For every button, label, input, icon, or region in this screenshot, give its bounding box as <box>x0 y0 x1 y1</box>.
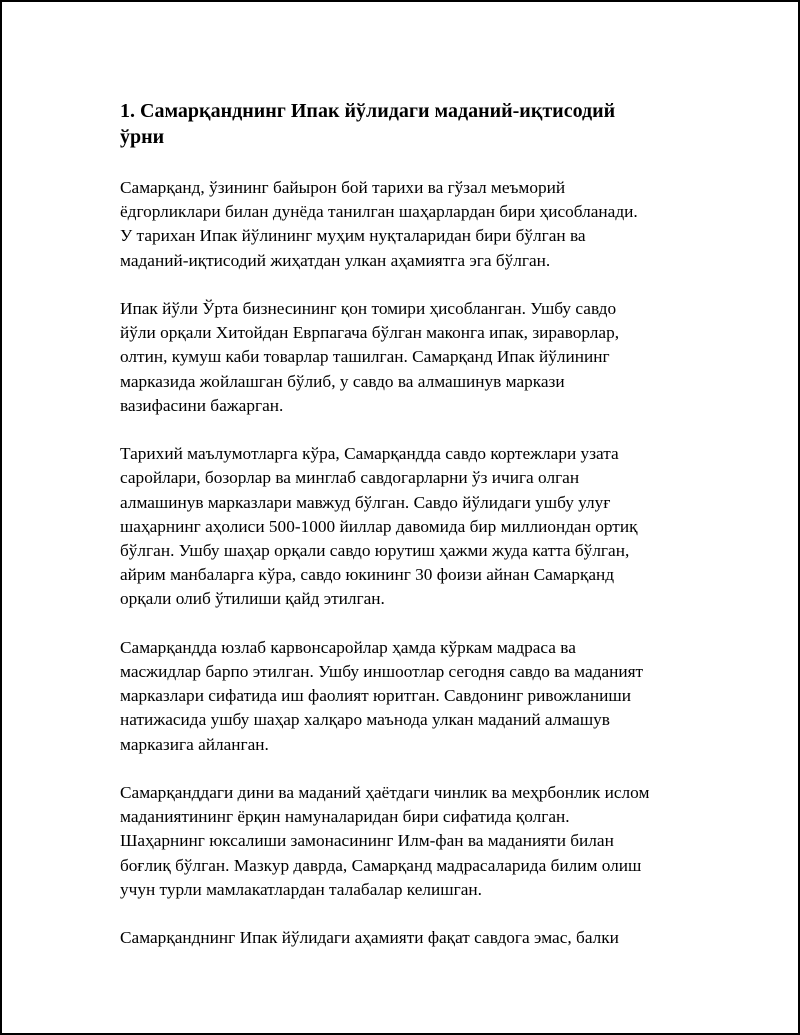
paragraph <box>120 636 720 757</box>
paragraph <box>120 176 720 273</box>
text-line: марказига айланган. <box>120 734 269 754</box>
text-line: марказлари сифатида иш фаолият юритган. Савдонинг ривожланиши <box>120 686 631 706</box>
paragraph <box>120 926 720 950</box>
paragraph <box>120 297 720 418</box>
text-line: Самарқанддаги дини ва маданий ҳаётдаги чинлик ва меҳрбонлик ислом <box>120 783 650 803</box>
text-line: ёдгорликлари билан дунёда танилган шаҳарлардан бири ҳисобланади. <box>120 202 638 222</box>
text-line: Самарқанднинг Ипак йўлидаги аҳамияти фақат савдога эмас, балки <box>120 928 619 948</box>
text-line: натижасида ушбу шаҳар халқаро маънода улкан маданий алмашув <box>120 710 610 730</box>
text-line: Ипак йўли Ўрта бизнесининг қон томири ҳисобланган. Ушбу савдо <box>120 299 617 318</box>
text-line: маданий-иқтисодий жиҳатдан улкан аҳамиятга эга бўлган. <box>120 250 551 270</box>
text-line: бўлган. Ушбу шаҳар орқали савдо юрутиш ҳажми жуда катта бўлган, <box>120 541 630 561</box>
text-line: У тарихан Ипак йўлининг муҳим нуқталаридан бири бўлган ва <box>120 226 586 246</box>
heading-line: 1. Самарқанднинг Ипак йўлидаги маданий-иқтисодий <box>120 100 616 122</box>
text-line: йўли орқали Хитойдан Еврпагача бўлган маконга ипак, зираворлар, <box>120 323 620 343</box>
text-line: олтин, кумуш каби товарлар ташилган. Самарқанд Ипак йўлининг <box>120 347 610 367</box>
text-line: Самарқанд, ўзининг байырон бой тарихи ва гўзал меъморий <box>120 178 566 197</box>
paragraph <box>120 442 720 611</box>
section-heading <box>120 98 720 150</box>
text-line: марказида жойлашган бўлиб, у савдо ва алмашинув маркази <box>120 371 565 391</box>
text-line: учун турли мамлакатлардан талабалар келишган. <box>120 879 482 899</box>
text-line: орқали олиб ўтилиши қайд этилган. <box>120 589 385 609</box>
text-line: боғлиқ бўлган. Мазкур даврда, Самарқанд мадрасаларида билим олиш <box>120 855 642 875</box>
text-line: алмашинув марказлари мавжуд бўлган. Савдо йўлидаги ушбу улуғ <box>120 492 611 512</box>
heading-line: ўрни <box>120 126 165 148</box>
text-line: саройлари, бозорлар ва минглаб савдогарларни ўз ичига олган <box>120 468 580 488</box>
text-line: вазифасини бажарган. <box>120 395 284 415</box>
text-line: айрим манбаларга кўра, савдо юкининг 30 фоизи айнан Самарқанд <box>120 565 615 585</box>
text-line: шаҳарнинг аҳолиси 500-1000 йиллар давомида бир миллиондан ортиқ <box>120 516 638 536</box>
paragraph <box>120 781 720 902</box>
text-line: Самарқандда юзлаб карвонсаройлар ҳамда кўркам мадраса ва <box>120 637 576 657</box>
document-body <box>120 98 720 975</box>
text-line: масжидлар барпо этилган. Ушбу иншоотлар сегодня савдо ва маданият <box>120 662 644 682</box>
text-line: Тарихий маълумотларга кўра, Самарқандда савдо кортежлари узата <box>120 444 619 464</box>
text-line: маданиятининг ёрқин намуналаридан бири сифатида қолган. <box>120 807 570 827</box>
text-line: Шаҳарнинг юксалиши замонасининг Илм-фан ва маданияти билан <box>120 831 614 851</box>
